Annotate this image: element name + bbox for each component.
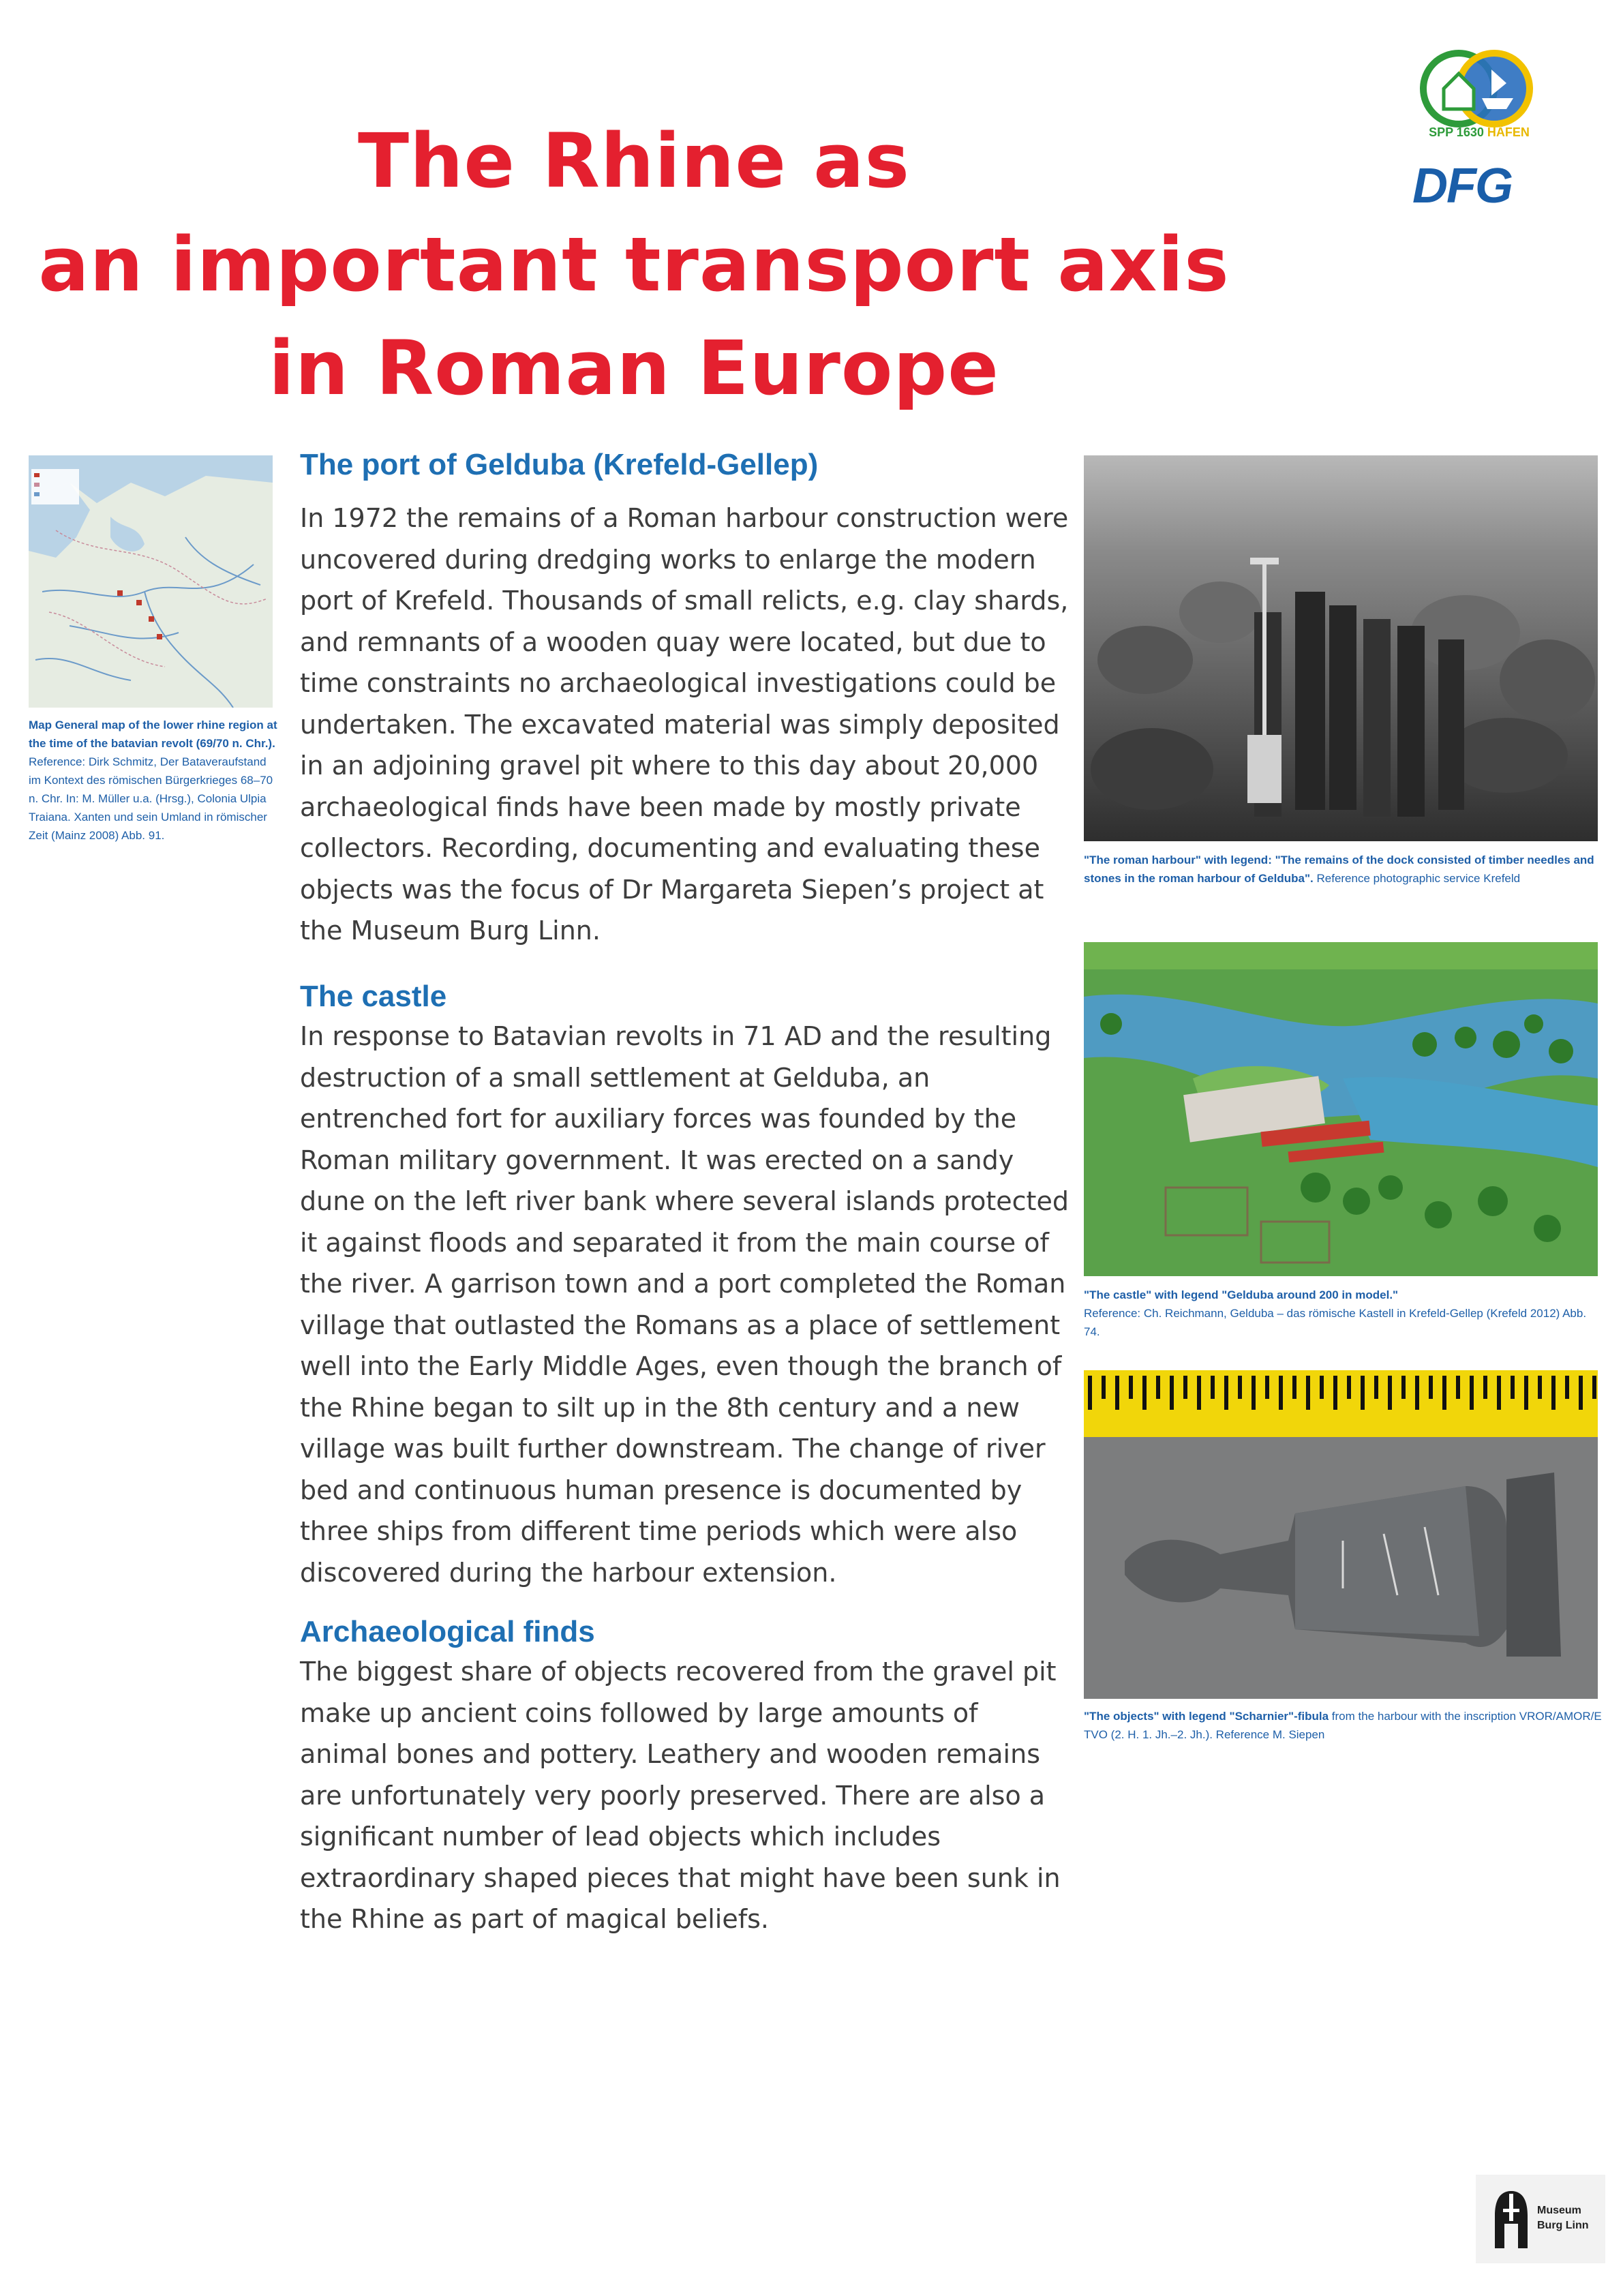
map-caption (29, 716, 281, 845)
section-castle-heading: The castle (300, 980, 447, 1013)
section-finds (300, 1614, 1070, 1940)
castle-caption (1084, 1286, 1602, 1341)
fibula-photo (1084, 1370, 1598, 1699)
harbour-photo (1084, 455, 1598, 841)
page-title (0, 109, 1268, 420)
spp-logo (1411, 49, 1541, 145)
map-image (29, 455, 273, 708)
dfg-logo (1412, 159, 1542, 213)
section-finds-heading: Archaeological finds (300, 1615, 595, 1648)
objects-caption-rest: from the harbour with the inscription VROR/AMOR/E TVO (2. H. 1. Jh.–2. Jh.). Reference M. Siepen (1084, 1710, 1602, 1741)
objects-caption (1084, 1707, 1602, 1744)
title-line-1: The Rhine as (358, 117, 910, 205)
castle-model-photo (1084, 942, 1598, 1276)
spp-text-b: HÄFEN (1487, 125, 1530, 139)
map-caption-rest: Reference: Dirk Schmitz, Der Bataveraufstand im Kontext des römischen Bürgerkrieges 68–70 n. Chr. In: M. Müller u.a. (Hrsg.), Colonia Ulpia Traiana. Xanten und sein Umland in römischer Zeit (Mainz 2008) Abb. 91. (29, 755, 273, 842)
harbour-caption-rest: Reference photographic service Krefeld (1313, 872, 1521, 885)
museum-line-1: Museum (1537, 2205, 1581, 2216)
section-castle-text: In response to Batavian revolts in 71 AD and the resulting destruction of a small settlement at Gelduba, an entrenched fort for auxiliary forces was founded by the Roman military government. It was erected on a sandy dune on the left river bank where several islands protected it against floods and separated it from the main course of the river. A garrison town and a port completed the Roman village that outlasted the Romans as a place of settlement well into the Early Middle Ages, even though the branch of the Rhine began to silt up in the 8th century and a new village was built further downstream. The change of river bed and continuous human presence is documented by three ships from different time periods which were also discovered during the harbour extension. (300, 1021, 1069, 1588)
section-castle (300, 979, 1070, 1593)
helmet-icon (1492, 2188, 1530, 2251)
spp-text-a: SPP 1630 (1429, 125, 1484, 139)
section-port (300, 447, 1070, 952)
harbour-caption (1084, 851, 1602, 888)
section-finds-text: The biggest share of objects recovered from the gravel pit make up ancient coins followed by large amounts of animal bones and pottery. Leathery and wooden remains are unfortunately very poorly preserved. There are also a significant number of lead objects which includes extraordinary shaped pieces that might have been sunk in the Rhine as part of magical beliefs. (300, 1657, 1061, 1934)
castle-caption-bold: "The castle" with legend "Gelduba around 200 in model." (1084, 1288, 1399, 1301)
castle-caption-rest: Reference: Ch. Reichmann, Gelduba – das römische Kastell in Krefeld-Gellep (Krefeld 2012) Abb. 74. (1084, 1307, 1587, 1338)
section-port-heading: The port of Gelduba (Krefeld-Gellep) (300, 448, 819, 481)
title-line-3: in Roman Europe (269, 324, 999, 412)
museum-line-2: Burg Linn (1537, 2220, 1589, 2231)
map-caption-bold: Map General map of the lower rhine region at the time of the batavian revolt (69/70 n. Chr.). (29, 719, 277, 750)
section-port-text: In 1972 the remains of a Roman harbour construction were uncovered during dredging works to enlarge the modern port of Krefeld. Thousands of small relicts, e.g. clay shards, and remnants of a wooden quay were located, but due to time constraints no archaeological investigations could be undertaken. The excavated material was simply deposited in an adjoining gravel pit where to this day about 20,000 archaeological finds have been made by mostly private collectors. Recording, documenting and evaluating these objects was the focus of Dr Margareta Siepen’s project at the Museum Burg Linn. (300, 503, 1069, 946)
dfg-text: DFG (1412, 159, 1512, 213)
title-line-2: an important transport axis (38, 221, 1230, 308)
museum-burg-linn-logo (1476, 2175, 1605, 2263)
objects-caption-bold: "The objects" with legend "Scharnier"-fibula (1084, 1710, 1329, 1723)
harbour-caption-bold: "The roman harbour" with legend: "The remains of the dock consisted of timber needles and stones in the roman harbour of Gelduba". (1084, 854, 1594, 885)
